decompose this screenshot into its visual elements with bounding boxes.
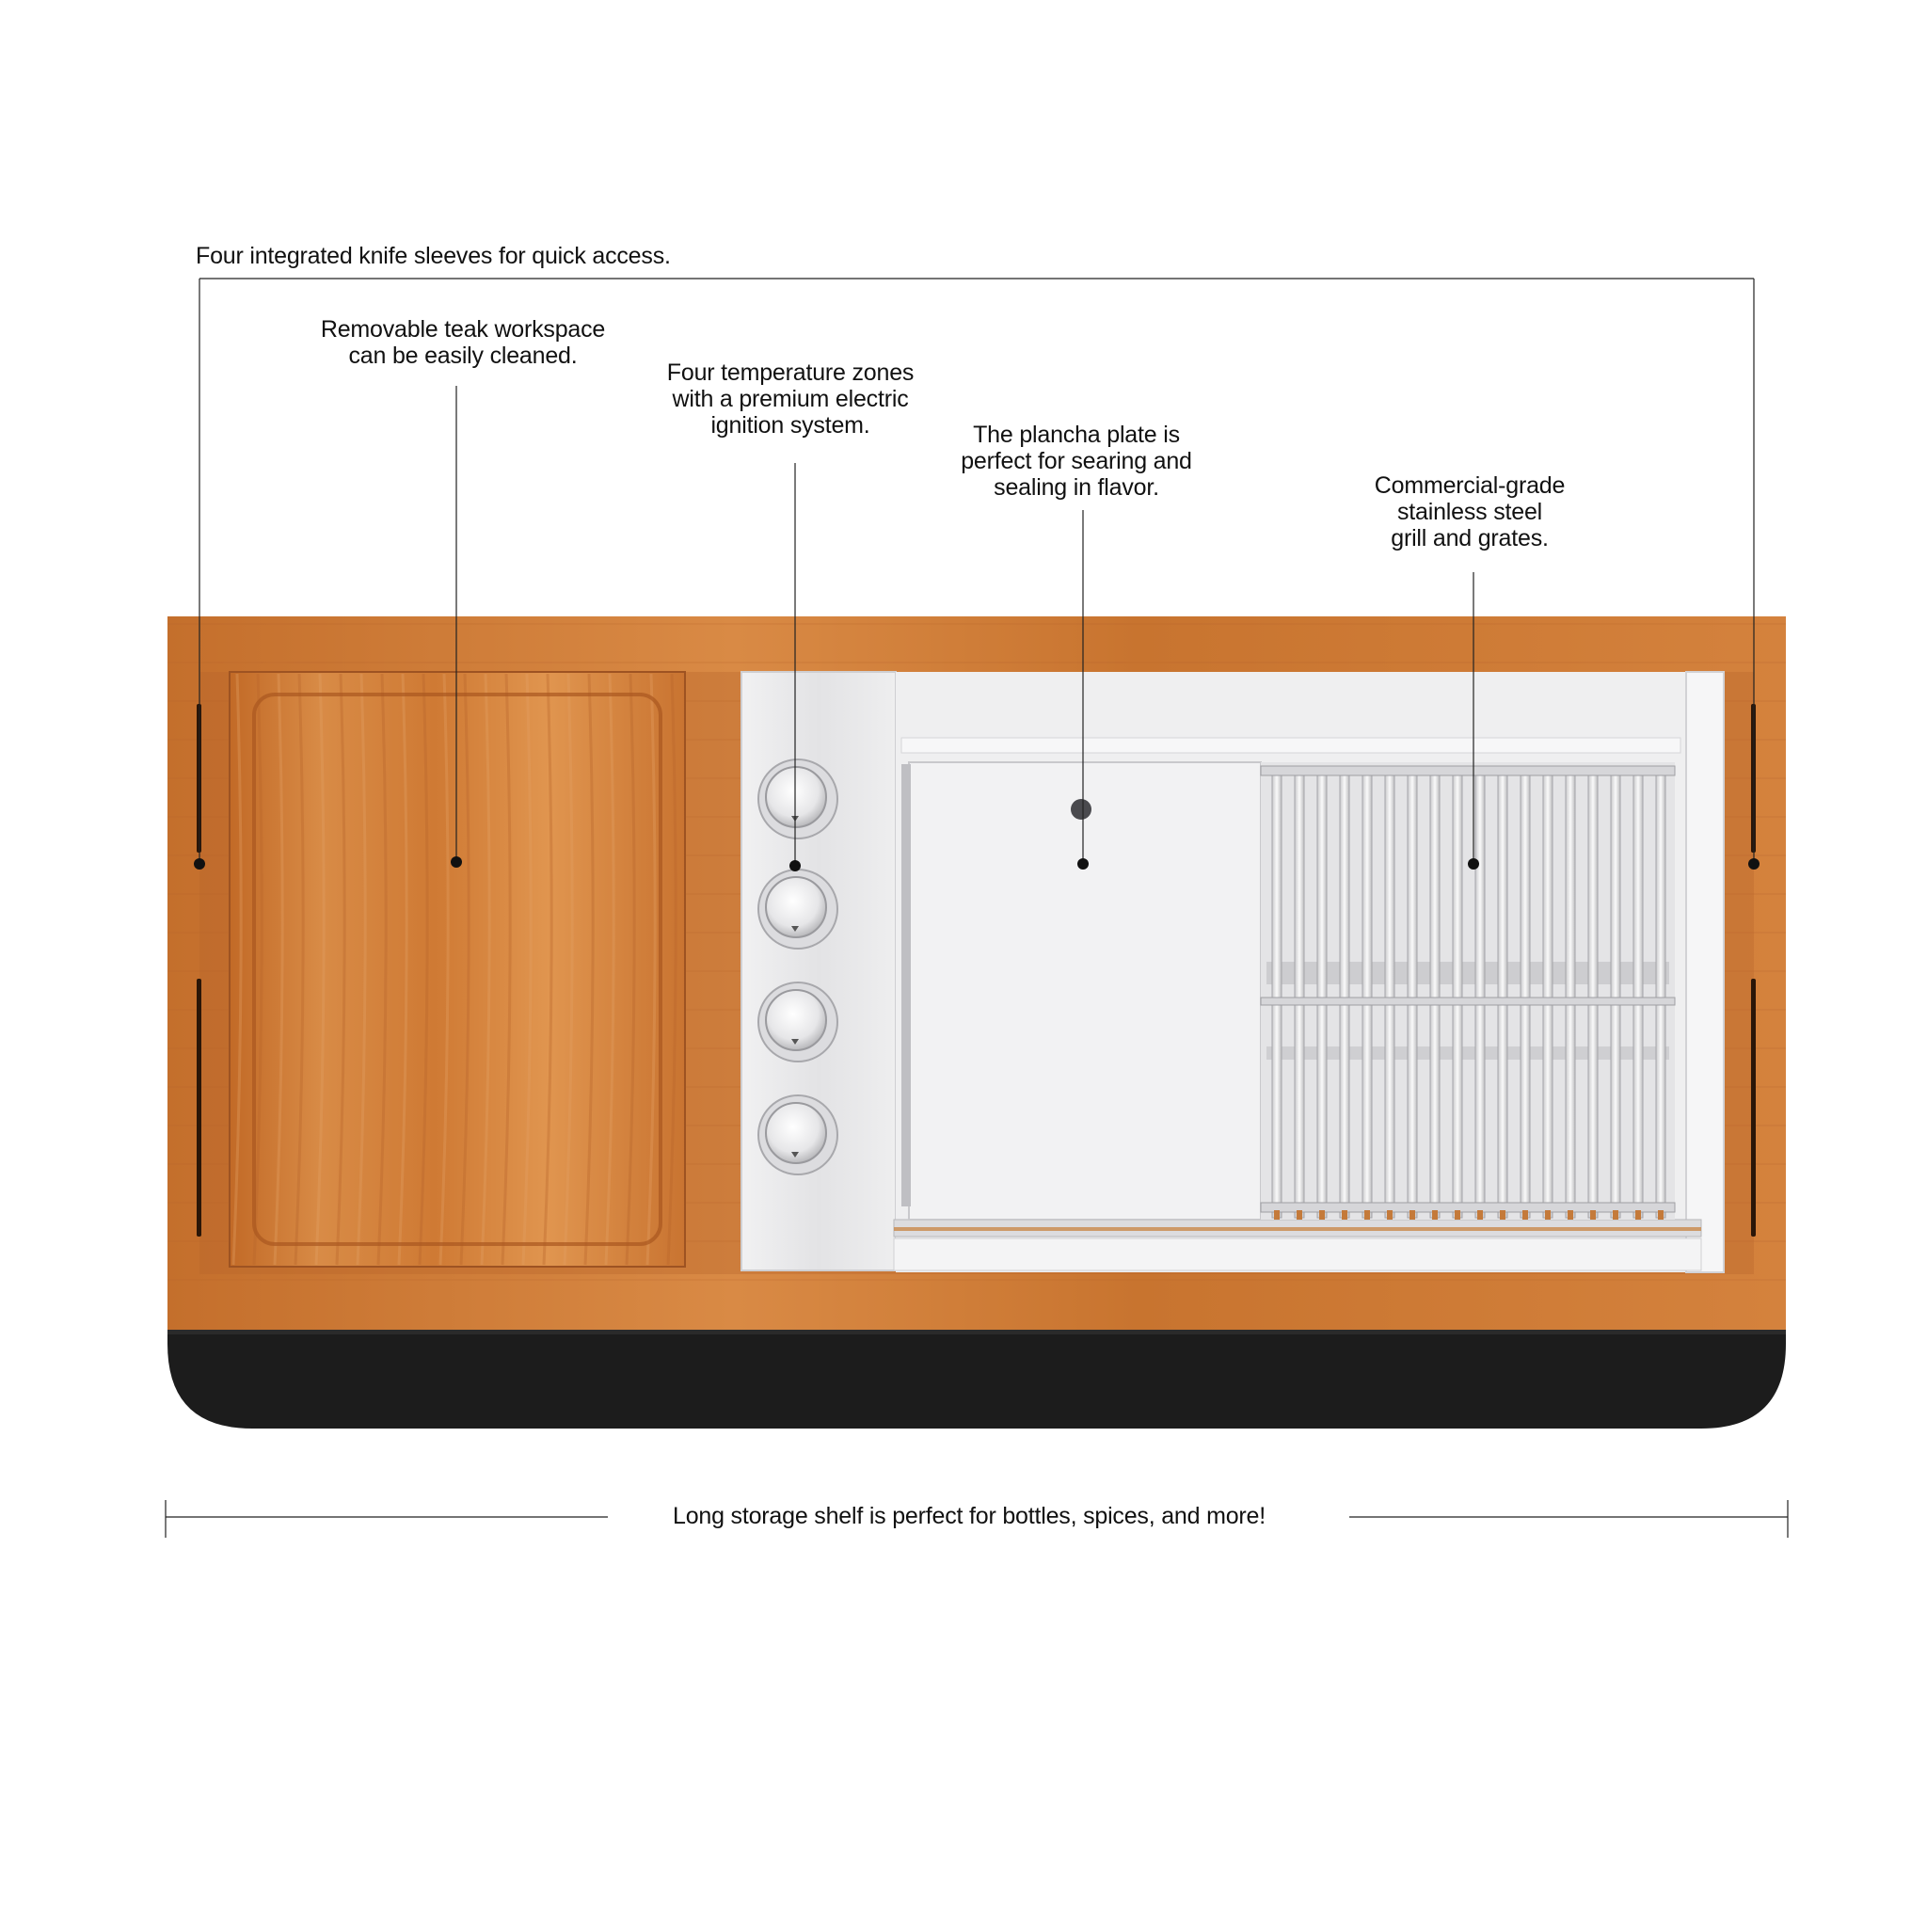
- grill-side-rail: [1686, 672, 1724, 1272]
- grate-foot: [1477, 1210, 1483, 1220]
- grate-foot: [1297, 1210, 1302, 1220]
- temperature-zones-label: Four temperature zones with a premium electric ignition system.: [666, 359, 915, 439]
- grate-foot: [1274, 1210, 1280, 1220]
- grate-foot: [1613, 1210, 1618, 1220]
- plancha-left-edge: [901, 764, 911, 1206]
- grill-marker: [1468, 858, 1479, 870]
- grate-foot: [1658, 1210, 1664, 1220]
- grate-bar: [1317, 766, 1327, 1218]
- grate-foot: [1568, 1210, 1573, 1220]
- grill-grates-label: Commercial-grade stainless steel grill and grates.: [1374, 472, 1566, 551]
- grate-bar: [1430, 766, 1440, 1218]
- drip-tray-shadow: [894, 1227, 1701, 1231]
- grate-foot: [1432, 1210, 1438, 1220]
- grate-bar: [1521, 766, 1530, 1218]
- grate-foot: [1387, 1210, 1393, 1220]
- grate-bar: [1295, 766, 1304, 1218]
- grate-bar: [1408, 766, 1417, 1218]
- grate-foot: [1522, 1210, 1528, 1220]
- knife-sleeves-marker: [194, 858, 205, 870]
- grate-bar: [1385, 766, 1394, 1218]
- grate-foot: [1364, 1210, 1370, 1220]
- grate-cross-bar: [1261, 998, 1675, 1005]
- teak-workspace-label: Removable teak workspace can be easily cleaned.: [320, 316, 606, 369]
- grate-bar: [1340, 766, 1349, 1218]
- grill-drip-tray: [894, 1238, 1701, 1270]
- teak-grain: [167, 662, 1786, 663]
- plancha-plate: [909, 762, 1261, 1220]
- grate-bar: [1611, 766, 1620, 1218]
- knife-sleeves-label: Four integrated knife sleeves for quick access.: [196, 243, 671, 269]
- knife-sleeve-slot: [197, 979, 201, 1237]
- grate-foot: [1409, 1210, 1415, 1220]
- grate-bar: [1475, 766, 1485, 1218]
- knife-sleeves-marker: [1748, 858, 1760, 870]
- plancha-drain-hole: [1071, 799, 1091, 820]
- grate-bar: [1362, 766, 1372, 1218]
- grate-bar: [1543, 766, 1553, 1218]
- grate-bar: [1272, 766, 1282, 1218]
- plancha-marker: [1077, 858, 1089, 870]
- storage-shelf-label: Long storage shelf is perfect for bottles, spices, and more!: [672, 1503, 1266, 1529]
- teak-grain: [167, 1279, 1786, 1281]
- control-panel: [741, 672, 896, 1270]
- knife-sleeve-slot: [1751, 979, 1756, 1237]
- grate-cross-bar: [1261, 766, 1675, 775]
- grate-foot: [1635, 1210, 1641, 1220]
- grate-foot: [1590, 1210, 1596, 1220]
- teak-workspace-marker: [451, 856, 462, 868]
- grate-foot: [1342, 1210, 1347, 1220]
- grate-bar: [1498, 766, 1507, 1218]
- grate-bar: [1656, 766, 1665, 1218]
- temperature-zones-marker: [789, 860, 801, 871]
- grill-back-rail: [901, 738, 1680, 753]
- teak-grain: [167, 623, 1786, 625]
- grate-bar: [1453, 766, 1462, 1218]
- grate-bar: [1588, 766, 1598, 1218]
- grate-foot: [1500, 1210, 1505, 1220]
- grate-foot: [1319, 1210, 1325, 1220]
- plancha-plate-label: The plancha plate is perfect for searing and sealing in flavor.: [961, 422, 1192, 501]
- grate-foot: [1455, 1210, 1460, 1220]
- grate-bar: [1566, 766, 1575, 1218]
- grate-foot: [1545, 1210, 1551, 1220]
- grate-bar: [1633, 766, 1643, 1218]
